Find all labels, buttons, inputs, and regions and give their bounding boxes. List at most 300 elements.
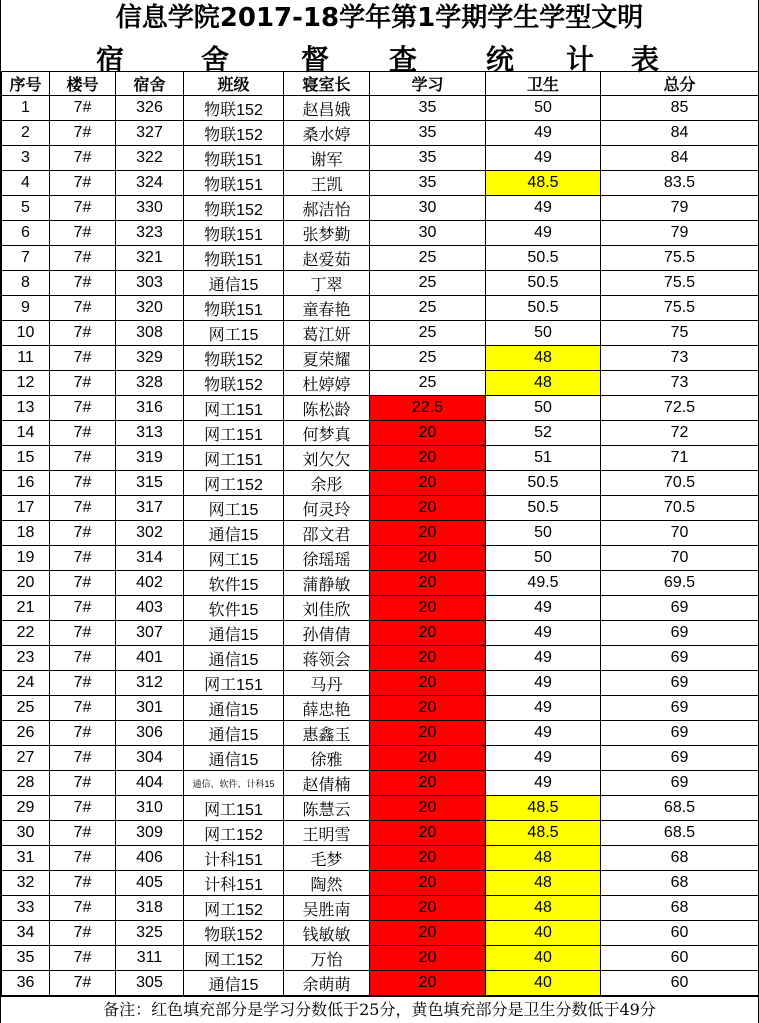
cell-building: 7#: [50, 596, 116, 621]
table-row: [2, 221, 759, 246]
cell-hygiene: 49: [486, 596, 601, 621]
cell-leader: 孙倩倩: [284, 621, 370, 646]
cell-leader: 赵爱茹: [284, 246, 370, 271]
cell-class: 物联152: [184, 121, 284, 146]
cell-building: 7#: [50, 796, 116, 821]
cell-study: 35: [370, 121, 486, 146]
cell-leader: 马丹: [284, 671, 370, 696]
cell-total: 85: [601, 96, 759, 121]
cell-building: 7#: [50, 546, 116, 571]
cell-total: 75.5: [601, 296, 759, 321]
cell-class: 物联152: [184, 96, 284, 121]
cell-dorm: 404: [116, 771, 184, 796]
table-row: [2, 96, 759, 121]
cell-building: 7#: [50, 496, 116, 521]
cell-study: 35: [370, 146, 486, 171]
cell-study: 20: [370, 771, 486, 796]
cell-dorm: 405: [116, 871, 184, 896]
cell-class: 通信15: [184, 746, 284, 771]
cell-class: 网工151: [184, 396, 284, 421]
cell-leader: 吴胜南: [284, 896, 370, 921]
title-char: 督: [301, 43, 330, 76]
cell-building: 7#: [50, 696, 116, 721]
cell-index: 36: [2, 971, 50, 996]
table-row: [2, 846, 759, 871]
table-row: [2, 971, 759, 996]
cell-leader: 杜婷婷: [284, 371, 370, 396]
cell-index: 27: [2, 746, 50, 771]
cell-total: 73: [601, 346, 759, 371]
table-row: [2, 246, 759, 271]
cell-hygiene: 50.5: [486, 246, 601, 271]
cell-dorm: 309: [116, 821, 184, 846]
cell-building: 7#: [50, 471, 116, 496]
cell-study: 20: [370, 521, 486, 546]
header-study: 学习: [370, 72, 486, 96]
cell-total: 69: [601, 746, 759, 771]
cell-leader: 何灵玲: [284, 496, 370, 521]
cell-class: 通信15: [184, 521, 284, 546]
cell-leader: 葛江妍: [284, 321, 370, 346]
cell-building: 7#: [50, 346, 116, 371]
cell-study: 20: [370, 796, 486, 821]
header-hygiene: 卫生: [486, 72, 601, 96]
cell-leader: 蒋领会: [284, 646, 370, 671]
cell-study: 25: [370, 371, 486, 396]
table-row: [2, 446, 759, 471]
cell-building: 7#: [50, 296, 116, 321]
cell-leader: 赵倩楠: [284, 771, 370, 796]
cell-dorm: 315: [116, 471, 184, 496]
cell-study: 20: [370, 596, 486, 621]
table-row: [2, 371, 759, 396]
cell-class: 通信15: [184, 721, 284, 746]
cell-index: 6: [2, 221, 50, 246]
cell-building: 7#: [50, 196, 116, 221]
title-char: 宿: [96, 43, 125, 76]
cell-study: 20: [370, 896, 486, 921]
cell-class: 通信、软件、计科15: [184, 771, 284, 796]
cell-hygiene: 40: [486, 971, 601, 996]
cell-dorm: 303: [116, 271, 184, 296]
cell-class: 物联152: [184, 371, 284, 396]
cell-study: 20: [370, 571, 486, 596]
cell-hygiene: 48: [486, 346, 601, 371]
table-row: [2, 296, 759, 321]
cell-total: 72: [601, 421, 759, 446]
cell-building: 7#: [50, 171, 116, 196]
cell-index: 18: [2, 521, 50, 546]
cell-building: 7#: [50, 671, 116, 696]
cell-total: 79: [601, 196, 759, 221]
cell-hygiene: 49: [486, 146, 601, 171]
table-row: [2, 396, 759, 421]
cell-building: 7#: [50, 246, 116, 271]
cell-dorm: 312: [116, 671, 184, 696]
cell-class: 物联152: [184, 346, 284, 371]
cell-leader: 钱敏敏: [284, 921, 370, 946]
cell-index: 23: [2, 646, 50, 671]
cell-total: 69.5: [601, 571, 759, 596]
table-row: [2, 921, 759, 946]
cell-building: 7#: [50, 721, 116, 746]
cell-class: 通信15: [184, 696, 284, 721]
cell-dorm: 326: [116, 96, 184, 121]
cell-building: 7#: [50, 771, 116, 796]
cell-leader: 张梦勤: [284, 221, 370, 246]
cell-index: 17: [2, 496, 50, 521]
cell-dorm: 328: [116, 371, 184, 396]
cell-leader: 陶然: [284, 871, 370, 896]
cell-hygiene: 49: [486, 746, 601, 771]
cell-dorm: 403: [116, 596, 184, 621]
cell-building: 7#: [50, 396, 116, 421]
cell-dorm: 308: [116, 321, 184, 346]
cell-study: 20: [370, 871, 486, 896]
cell-total: 68: [601, 896, 759, 921]
cell-hygiene: 50.5: [486, 496, 601, 521]
title-char: 统: [486, 43, 515, 76]
cell-dorm: 406: [116, 846, 184, 871]
cell-index: 8: [2, 271, 50, 296]
cell-leader: 陈慧云: [284, 796, 370, 821]
table-row: [2, 471, 759, 496]
cell-class: 网工152: [184, 946, 284, 971]
cell-total: 68.5: [601, 796, 759, 821]
cell-total: 68: [601, 871, 759, 896]
cell-total: 73: [601, 371, 759, 396]
cell-hygiene: 50: [486, 396, 601, 421]
cell-class: 物联152: [184, 196, 284, 221]
table-row: [2, 671, 759, 696]
cell-total: 69: [601, 596, 759, 621]
cell-leader: 徐雅: [284, 746, 370, 771]
cell-index: 14: [2, 421, 50, 446]
cell-building: 7#: [50, 946, 116, 971]
table-row: [2, 946, 759, 971]
cell-building: 7#: [50, 846, 116, 871]
table-row: [2, 896, 759, 921]
cell-study: 20: [370, 446, 486, 471]
cell-index: 33: [2, 896, 50, 921]
cell-building: 7#: [50, 121, 116, 146]
cell-building: 7#: [50, 871, 116, 896]
cell-hygiene: 40: [486, 946, 601, 971]
cell-class: 通信15: [184, 621, 284, 646]
cell-leader: 薛忠艳: [284, 696, 370, 721]
cell-class: 通信15: [184, 971, 284, 996]
cell-total: 75.5: [601, 246, 759, 271]
cell-study: 20: [370, 946, 486, 971]
cell-study: 20: [370, 696, 486, 721]
cell-total: 60: [601, 946, 759, 971]
cell-dorm: 307: [116, 621, 184, 646]
cell-total: 69: [601, 621, 759, 646]
cell-study: 20: [370, 746, 486, 771]
cell-class: 网工15: [184, 321, 284, 346]
cell-dorm: 318: [116, 896, 184, 921]
cell-dorm: 305: [116, 971, 184, 996]
table-row: [2, 821, 759, 846]
cell-index: 10: [2, 321, 50, 346]
title-char: 查: [389, 43, 418, 76]
cell-class: 物联151: [184, 146, 284, 171]
cell-leader: 徐瑶瑶: [284, 546, 370, 571]
table-row: [2, 546, 759, 571]
table-row: [2, 171, 759, 196]
cell-index: 34: [2, 921, 50, 946]
cell-dorm: 310: [116, 796, 184, 821]
cell-hygiene: 49: [486, 696, 601, 721]
cell-study: 25: [370, 321, 486, 346]
cell-index: 13: [2, 396, 50, 421]
table-row: [2, 746, 759, 771]
cell-dorm: 302: [116, 521, 184, 546]
cell-dorm: 316: [116, 396, 184, 421]
cell-index: 28: [2, 771, 50, 796]
cell-building: 7#: [50, 646, 116, 671]
cell-study: 20: [370, 921, 486, 946]
title-char: 舍: [201, 43, 230, 76]
table-row: [2, 721, 759, 746]
cell-leader: 余萌萌: [284, 971, 370, 996]
cell-leader: 邵文君: [284, 521, 370, 546]
cell-total: 69: [601, 671, 759, 696]
cell-total: 70: [601, 546, 759, 571]
cell-study: 35: [370, 96, 486, 121]
cell-study: 25: [370, 246, 486, 271]
cell-hygiene: 49: [486, 671, 601, 696]
cell-hygiene: 50.5: [486, 271, 601, 296]
cell-index: 29: [2, 796, 50, 821]
cell-class: 网工151: [184, 796, 284, 821]
cell-hygiene: 50.5: [486, 296, 601, 321]
table-row: [2, 346, 759, 371]
cell-hygiene: 49: [486, 771, 601, 796]
cell-dorm: 327: [116, 121, 184, 146]
cell-building: 7#: [50, 621, 116, 646]
cell-building: 7#: [50, 896, 116, 921]
cell-building: 7#: [50, 746, 116, 771]
cell-dorm: 314: [116, 546, 184, 571]
cell-study: 30: [370, 221, 486, 246]
cell-index: 5: [2, 196, 50, 221]
cell-hygiene: 52: [486, 421, 601, 446]
cell-class: 网工151: [184, 446, 284, 471]
cell-total: 69: [601, 646, 759, 671]
cell-building: 7#: [50, 446, 116, 471]
cell-leader: 桑水婷: [284, 121, 370, 146]
cell-hygiene: 51: [486, 446, 601, 471]
cell-class: 物联151: [184, 221, 284, 246]
cell-class: 网工15: [184, 496, 284, 521]
cell-class: 网工151: [184, 671, 284, 696]
dorm-score-table: [1, 71, 759, 996]
cell-total: 72.5: [601, 396, 759, 421]
cell-total: 70.5: [601, 496, 759, 521]
cell-building: 7#: [50, 271, 116, 296]
table-row: [2, 771, 759, 796]
cell-class: 软件15: [184, 571, 284, 596]
cell-study: 22.5: [370, 396, 486, 421]
cell-dorm: 301: [116, 696, 184, 721]
cell-leader: 谢军: [284, 146, 370, 171]
cell-leader: 丁翠: [284, 271, 370, 296]
cell-total: 70: [601, 521, 759, 546]
header-dorm: 宿舍: [116, 72, 184, 96]
title-line-2: [1, 36, 758, 76]
cell-study: 20: [370, 971, 486, 996]
cell-building: 7#: [50, 821, 116, 846]
cell-index: 7: [2, 246, 50, 271]
cell-total: 75.5: [601, 271, 759, 296]
cell-class: 通信15: [184, 646, 284, 671]
cell-total: 71: [601, 446, 759, 471]
cell-hygiene: 48: [486, 371, 601, 396]
cell-total: 60: [601, 971, 759, 996]
cell-index: 30: [2, 821, 50, 846]
cell-study: 20: [370, 546, 486, 571]
cell-hygiene: 48: [486, 846, 601, 871]
cell-total: 84: [601, 146, 759, 171]
cell-hygiene: 49: [486, 121, 601, 146]
cell-study: 20: [370, 421, 486, 446]
table-body: [2, 96, 759, 996]
cell-leader: 刘欠欠: [284, 446, 370, 471]
cell-total: 79: [601, 221, 759, 246]
cell-index: 35: [2, 946, 50, 971]
cell-leader: 陈松龄: [284, 396, 370, 421]
cell-leader: 王凯: [284, 171, 370, 196]
cell-study: 20: [370, 671, 486, 696]
cell-study: 20: [370, 721, 486, 746]
table-row: [2, 696, 759, 721]
cell-hygiene: 48.5: [486, 171, 601, 196]
cell-study: 20: [370, 821, 486, 846]
cell-study: 25: [370, 296, 486, 321]
cell-dorm: 322: [116, 146, 184, 171]
table-row: [2, 521, 759, 546]
cell-dorm: 402: [116, 571, 184, 596]
cell-leader: 何梦真: [284, 421, 370, 446]
cell-index: 15: [2, 446, 50, 471]
title-char: 计: [566, 43, 595, 76]
cell-dorm: 317: [116, 496, 184, 521]
table-row: [2, 321, 759, 346]
cell-study: 20: [370, 846, 486, 871]
cell-class: 物联151: [184, 296, 284, 321]
cell-total: 83.5: [601, 171, 759, 196]
title-char: 表: [631, 43, 660, 76]
cell-study: 20: [370, 471, 486, 496]
cell-hygiene: 48: [486, 896, 601, 921]
cell-class: 网工152: [184, 821, 284, 846]
cell-leader: 蒲静敏: [284, 571, 370, 596]
cell-index: 31: [2, 846, 50, 871]
cell-total: 60: [601, 921, 759, 946]
cell-leader: 童春艳: [284, 296, 370, 321]
table-row: [2, 571, 759, 596]
table-header-row: [2, 72, 759, 96]
table-row: [2, 621, 759, 646]
cell-hygiene: 50: [486, 521, 601, 546]
cell-class: 网工151: [184, 421, 284, 446]
cell-building: 7#: [50, 321, 116, 346]
cell-class: 网工152: [184, 896, 284, 921]
cell-hygiene: 49: [486, 221, 601, 246]
cell-total: 70.5: [601, 471, 759, 496]
cell-hygiene: 40: [486, 921, 601, 946]
cell-hygiene: 49: [486, 196, 601, 221]
cell-hygiene: 50.5: [486, 471, 601, 496]
cell-index: 2: [2, 121, 50, 146]
table-row: [2, 121, 759, 146]
cell-study: 20: [370, 621, 486, 646]
cell-dorm: 330: [116, 196, 184, 221]
header-index: 序号: [2, 72, 50, 96]
cell-leader: 夏荣耀: [284, 346, 370, 371]
cell-hygiene: 50: [486, 96, 601, 121]
cell-dorm: 324: [116, 171, 184, 196]
cell-index: 1: [2, 96, 50, 121]
cell-class: 物联152: [184, 921, 284, 946]
cell-leader: 郝洁怡: [284, 196, 370, 221]
cell-index: 9: [2, 296, 50, 321]
cell-hygiene: 50: [486, 321, 601, 346]
table-row: [2, 496, 759, 521]
cell-leader: 毛梦: [284, 846, 370, 871]
cell-class: 物联151: [184, 246, 284, 271]
cell-total: 69: [601, 721, 759, 746]
cell-dorm: 321: [116, 246, 184, 271]
cell-hygiene: 48.5: [486, 821, 601, 846]
cell-building: 7#: [50, 221, 116, 246]
cell-hygiene: 48: [486, 871, 601, 896]
cell-total: 69: [601, 696, 759, 721]
cell-building: 7#: [50, 521, 116, 546]
cell-study: 30: [370, 196, 486, 221]
cell-study: 20: [370, 646, 486, 671]
cell-index: 21: [2, 596, 50, 621]
cell-index: 20: [2, 571, 50, 596]
cell-hygiene: 49: [486, 646, 601, 671]
cell-hygiene: 50: [486, 546, 601, 571]
cell-class: 网工152: [184, 471, 284, 496]
cell-total: 84: [601, 121, 759, 146]
title-line-1: 信息学院2017-18学年第1学期学生学型文明: [115, 3, 644, 33]
cell-leader: 万怡: [284, 946, 370, 971]
cell-dorm: 311: [116, 946, 184, 971]
header-leader: 寝室长: [284, 72, 370, 96]
cell-dorm: 320: [116, 296, 184, 321]
cell-index: 22: [2, 621, 50, 646]
table-row: [2, 146, 759, 171]
cell-building: 7#: [50, 571, 116, 596]
cell-index: 32: [2, 871, 50, 896]
cell-index: 24: [2, 671, 50, 696]
cell-leader: 刘佳欣: [284, 596, 370, 621]
cell-class: 计科151: [184, 846, 284, 871]
cell-total: 68: [601, 846, 759, 871]
cell-index: 16: [2, 471, 50, 496]
cell-class: 网工15: [184, 546, 284, 571]
cell-building: 7#: [50, 371, 116, 396]
table-row: [2, 421, 759, 446]
cell-class: 计科151: [184, 871, 284, 896]
table-row: [2, 646, 759, 671]
cell-index: 4: [2, 171, 50, 196]
cell-hygiene: 49: [486, 721, 601, 746]
